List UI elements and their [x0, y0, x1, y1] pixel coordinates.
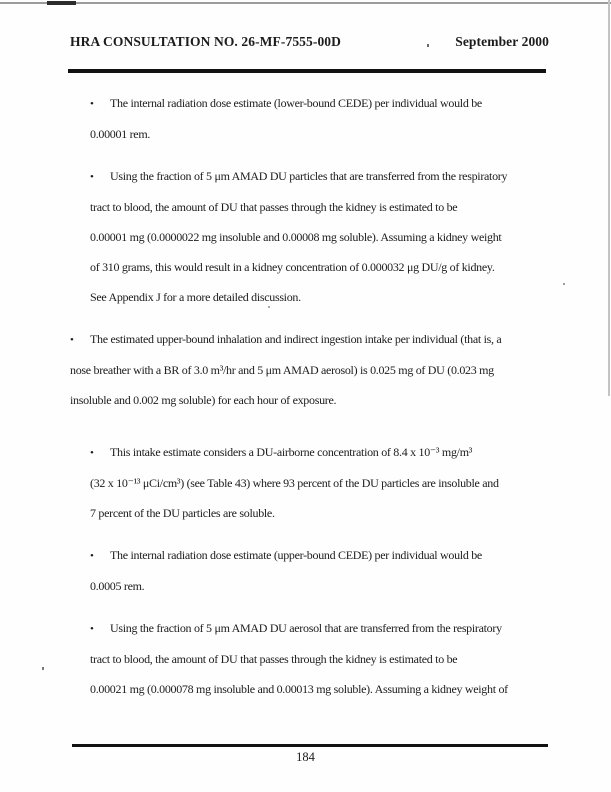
scan-artifact-speck: [42, 667, 44, 670]
bullet-icon: •: [90, 447, 94, 459]
scan-artifact-dark-segment: [47, 1, 76, 5]
text-line: 0.00001 rem.: [90, 127, 151, 141]
text-line: • This intake estimate considers a DU-airborne concentration of 8.4 x 10⁻³ mg/m³: [90, 437, 561, 468]
text-line: 0.0005 rem.: [90, 579, 145, 593]
bullet-icon: •: [90, 623, 94, 635]
text-line: 7 percent of the DU particles are soluble.: [90, 506, 275, 520]
scan-artifact-right-edge: [608, 0, 610, 396]
text-line: of 310 grams, this would result in a kidney concentration of 0.000032 μg DU/g of kidney.: [90, 260, 495, 274]
document-body: [68, 88, 561, 716]
bullet-item: [90, 437, 561, 528]
scan-artifact-top-line: [0, 2, 611, 4]
bullet-item: [70, 324, 561, 415]
bullet-item: [90, 613, 561, 704]
document-header: [70, 34, 549, 50]
text-line: 0.00021 mg (0.000078 mg insoluble and 0.00013 mg soluble). Assuming a kidney weight of: [90, 682, 508, 696]
text-line: tract to blood, the amount of DU that passes through the kidney is estimated to be: [90, 200, 458, 214]
header-rule: [68, 69, 546, 73]
text-line: insoluble and 0.002 mg soluble) for each hour of exposure.: [70, 393, 337, 407]
text-line: • Using the fraction of 5 μm AMAD DU aerosol that are transferred from the respiratory: [90, 613, 561, 644]
bullet-icon: •: [90, 171, 94, 183]
scan-artifact-speck: [563, 283, 565, 285]
text-line: tract to blood, the amount of DU that passes through the kidney is estimated to be: [90, 652, 458, 666]
header-title: HRA CONSULTATION NO. 26-MF-7555-00D: [70, 34, 342, 49]
bullet-item: [90, 540, 561, 601]
bullet-item: [90, 161, 561, 312]
text-line: 0.00001 mg (0.0000022 mg insoluble and 0.00008 mg soluble). Assuming a kidney weight: [90, 230, 502, 244]
text-line: • Using the fraction of 5 μm AMAD DU particles that are transferred from the respiratory: [90, 161, 561, 192]
page-number: 184: [296, 750, 315, 764]
header-date: September 2000: [455, 34, 549, 49]
bullet-item: [90, 88, 561, 149]
text-line: nose breather with a BR of 3.0 m³/hr and 5 μm AMAD aerosol) is 0.025 mg of DU (0.023 mg: [70, 363, 494, 377]
bullet-icon: •: [90, 98, 94, 110]
bullet-icon: •: [70, 334, 74, 346]
text-line: See Appendix J for a more detailed discussion.: [90, 290, 301, 304]
text-line: • The internal radiation dose estimate (upper-bound CEDE) per individual would be: [90, 540, 561, 571]
bullet-icon: •: [90, 550, 94, 562]
text-line: • The internal radiation dose estimate (lower-bound CEDE) per individual would be: [90, 88, 561, 119]
text-line: • The estimated upper-bound inhalation and indirect ingestion intake per individual (that is, a: [70, 324, 561, 355]
text-line: (32 x 10⁻¹³ μCi/cm³) (see Table 43) where 93 percent of the DU particles are insoluble and: [90, 476, 499, 490]
